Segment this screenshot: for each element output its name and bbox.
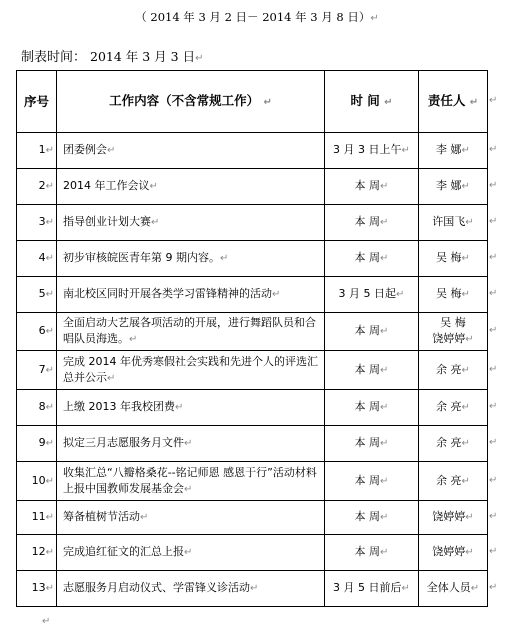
paragraph-mark-icon: ↵	[380, 475, 389, 487]
paragraph-mark-icon: ↵	[470, 583, 480, 594]
cell-time	[325, 571, 419, 607]
table-row	[17, 133, 488, 169]
paragraph-mark-icon: ↵	[380, 253, 389, 264]
cell-content	[57, 571, 325, 607]
cell-person-text: 李 娜	[436, 143, 462, 156]
paragraph-mark-icon: ↵	[149, 181, 158, 192]
cell-time	[325, 277, 419, 313]
paragraph-mark-icon: ↵	[380, 364, 389, 376]
cell-number	[17, 501, 57, 535]
paragraph-mark-icon: ↵	[380, 402, 389, 413]
cell-content	[57, 535, 325, 571]
table-row	[17, 241, 488, 277]
paragraph-mark-icon: ↵	[489, 546, 498, 557]
paragraph-mark-icon: ↵	[461, 253, 470, 264]
cell-content-text: 初步审核皖医青年第 9 期内容。	[63, 251, 220, 264]
cell-time-text: 本 周	[354, 362, 381, 376]
cell-time-text: 本 周	[354, 473, 381, 487]
cell-person	[419, 571, 488, 607]
cell-number	[17, 462, 57, 501]
date-range-heading	[0, 9, 514, 25]
cell-content-text: 全面启动大艺展各项活动的开展，进行舞蹈队员和合唱队员海选。	[63, 316, 316, 345]
cell-content-text: 志愿服务月启动仪式、学雷锋义诊活动	[63, 581, 250, 594]
paragraph-mark-icon: ↵	[45, 326, 54, 337]
cell-number	[17, 205, 57, 241]
cell-content-text: 2014 年工作会议	[63, 179, 150, 192]
paragraph-mark-icon: ↵	[489, 216, 498, 227]
cell-number-text: 12	[31, 545, 46, 558]
paragraph-mark-icon: ↵	[175, 402, 184, 413]
paragraph-mark-icon: ↵	[45, 438, 54, 449]
cell-person	[419, 133, 488, 169]
paragraph-mark-icon: ↵	[489, 511, 498, 522]
paragraph-mark-icon: ↵	[45, 475, 54, 487]
cell-time-text: 本 周	[354, 251, 381, 264]
cell-person	[419, 390, 488, 426]
cell-content	[57, 205, 325, 241]
paragraph-mark-icon: ↵	[380, 547, 389, 558]
cell-content	[57, 133, 325, 169]
paragraph-mark-icon: ↵	[250, 583, 259, 594]
cell-number-text: 7	[38, 362, 46, 376]
cell-content	[57, 277, 325, 313]
cell-person-text: 饶婷婷	[432, 545, 466, 558]
cell-number	[17, 133, 57, 169]
cell-time-text: 本 周	[354, 215, 381, 228]
paragraph-mark-icon: ↵	[370, 13, 379, 24]
header-content: 工作内容（不含常规工作） ↵	[57, 71, 325, 133]
cell-person	[419, 313, 488, 351]
cell-number-text: 5	[38, 287, 46, 300]
cell-number	[17, 313, 57, 351]
cell-person-text: 全体人员	[426, 581, 471, 594]
cell-time	[325, 501, 419, 535]
cell-time	[325, 390, 419, 426]
cell-number-text: 1	[38, 143, 46, 156]
cell-person	[419, 351, 488, 390]
paragraph-mark-icon: ↵	[461, 475, 470, 487]
cell-number-text: 6	[38, 324, 46, 337]
table-row	[17, 501, 488, 535]
cell-content-text: 上缴 2013 年我校团费	[63, 400, 175, 413]
schedule-table	[16, 70, 488, 607]
paragraph-mark-icon: ↵	[489, 582, 498, 593]
paragraph-mark-icon: ↵	[129, 334, 138, 345]
header-number: 序号	[17, 71, 57, 133]
paragraph-mark-icon: ↵	[184, 547, 193, 558]
paragraph-mark-icon: ↵	[45, 289, 54, 300]
paragraph-mark-icon: ↵	[465, 217, 474, 228]
cell-number	[17, 571, 57, 607]
paragraph-mark-icon: ↵	[465, 547, 474, 558]
cell-person-text: 许国飞	[432, 215, 466, 228]
cell-content	[57, 169, 325, 205]
cell-number	[17, 241, 57, 277]
paragraph-mark-icon: ↵	[489, 325, 498, 336]
table-row	[17, 535, 488, 571]
cell-number-text: 8	[38, 400, 46, 413]
paragraph-mark-icon: ↵	[42, 616, 51, 627]
paragraph-mark-icon: ↵	[465, 334, 474, 345]
paragraph-mark-icon: ↵	[465, 512, 474, 523]
paragraph-mark-icon: ↵	[380, 326, 389, 337]
paragraph-mark-icon: ↵	[461, 364, 470, 376]
cell-content	[57, 501, 325, 535]
cell-time	[325, 205, 419, 241]
cell-content	[57, 426, 325, 462]
cell-number	[17, 535, 57, 571]
cell-content-text: 团委例会	[63, 143, 107, 156]
cell-time-text: 本 周	[354, 436, 381, 449]
cell-number-text: 9	[38, 436, 46, 449]
made-time-line	[21, 46, 203, 65]
paragraph-mark-icon: ↵	[489, 401, 498, 412]
made-time-date: 2014 年 3 月 3 日	[86, 49, 196, 64]
paragraph-mark-icon: ↵	[380, 438, 389, 449]
cell-content-text: 筹备植树节活动	[63, 510, 140, 523]
cell-person	[419, 205, 488, 241]
table-row	[17, 169, 488, 205]
cell-content	[57, 313, 325, 351]
cell-time-text: 本 周	[354, 179, 381, 192]
cell-content-text: 南北校区同时开展各类学习雷锋精神的活动	[63, 287, 272, 300]
cell-time-text: 本 周	[354, 545, 381, 558]
cell-time-text: 3 月 5 日起	[338, 287, 397, 300]
cell-time-text: 本 周	[354, 400, 381, 413]
paragraph-mark-icon: ↵	[380, 512, 389, 523]
cell-person-text: 吴 梅 饶婷婷	[432, 316, 466, 345]
cell-number	[17, 277, 57, 313]
paragraph-mark-icon: ↵	[45, 217, 54, 228]
paragraph-mark-icon: ↵	[45, 145, 54, 156]
paragraph-mark-icon: ↵	[380, 181, 389, 192]
paragraph-mark-icon: ↵	[461, 145, 470, 156]
date-range-text: （ 2014 年 3 月 2 日－ 2014 年 3 月 8 日）	[135, 10, 371, 24]
cell-content-text: 完成追红征文的汇总上报	[63, 545, 184, 558]
paragraph-mark-icon: ↵	[489, 474, 498, 486]
cell-content	[57, 351, 325, 390]
paragraph-mark-icon: ↵	[396, 289, 405, 300]
cell-person	[419, 277, 488, 313]
paragraph-mark-icon: ↵	[461, 438, 470, 449]
cell-person	[419, 462, 488, 501]
table-row	[17, 571, 488, 607]
cell-time-text: 3 月 3 日上午	[333, 143, 402, 156]
paragraph-mark-icon: ↵	[401, 145, 410, 156]
table-header-row	[17, 71, 488, 133]
paragraph-mark-icon: ↵	[184, 483, 193, 495]
table-row	[17, 205, 488, 241]
cell-content	[57, 390, 325, 426]
cell-time	[325, 535, 419, 571]
cell-number	[17, 351, 57, 390]
paragraph-mark-icon: ↵	[489, 437, 498, 448]
paragraph-mark-icon: ↵	[461, 402, 470, 413]
cell-person-text: 余 亮	[436, 362, 462, 376]
table-row	[17, 426, 488, 462]
cell-time-text: 本 周	[354, 324, 381, 337]
cell-number-text: 13	[31, 581, 46, 594]
cell-time	[325, 313, 419, 351]
table-row	[17, 462, 488, 501]
cell-number	[17, 169, 57, 205]
cell-number	[17, 426, 57, 462]
cell-person-text: 余 亮	[436, 436, 462, 449]
cell-time-text: 3 月 5 日前后	[333, 581, 402, 594]
paragraph-mark-icon: ↵	[489, 95, 498, 106]
cell-number	[17, 390, 57, 426]
paragraph-mark-icon: ↵	[45, 583, 54, 594]
paragraph-mark-icon: ↵	[151, 217, 160, 228]
paragraph-mark-icon: ↵	[220, 253, 229, 264]
cell-person	[419, 535, 488, 571]
cell-number-text: 4	[38, 251, 46, 264]
paragraph-mark-icon: ↵	[489, 180, 498, 191]
paragraph-mark-icon: ↵	[45, 402, 54, 413]
cell-person	[419, 426, 488, 462]
cell-number-text: 2	[38, 179, 46, 192]
cell-time	[325, 133, 419, 169]
cell-content	[57, 462, 325, 501]
made-time-label: 制表时间：	[21, 50, 87, 65]
cell-person-text: 吴 梅	[436, 287, 462, 300]
paragraph-mark-icon: ↵	[489, 363, 498, 375]
paragraph-mark-icon: ↵	[489, 288, 498, 299]
cell-person-text: 余 亮	[436, 473, 462, 487]
paragraph-mark-icon: ↵	[401, 583, 410, 594]
paragraph-mark-icon: ↵	[45, 512, 54, 523]
paragraph-mark-icon: ↵	[461, 181, 470, 192]
paragraph-mark-icon: ↵	[107, 372, 116, 384]
cell-time	[325, 426, 419, 462]
header-time: 时 间 ↵	[325, 71, 419, 133]
table-row	[17, 277, 488, 313]
cell-person	[419, 169, 488, 205]
paragraph-mark-icon: ↵	[195, 53, 204, 64]
cell-content-text: 完成 2014 年优秀寒假社会实践和先进个人的评选汇总并公示	[63, 354, 318, 384]
paragraph-mark-icon: ↵	[489, 144, 498, 155]
paragraph-mark-icon: ↵	[45, 547, 54, 558]
cell-person-text: 李 娜	[436, 179, 462, 192]
cell-content-text: 指导创业计划大赛	[63, 215, 151, 228]
paragraph-mark-icon: ↵	[45, 364, 54, 376]
cell-person-text: 饶婷婷	[432, 510, 466, 523]
cell-time	[325, 351, 419, 390]
paragraph-mark-icon: ↵	[107, 145, 116, 156]
header-person: 责任人 ↵	[419, 71, 488, 133]
cell-person-text: 吴 梅	[436, 251, 462, 264]
cell-time	[325, 462, 419, 501]
paragraph-mark-icon: ↵	[272, 289, 281, 300]
table-row	[17, 313, 488, 351]
paragraph-mark-icon: ↵	[45, 181, 54, 192]
paragraph-mark-icon: ↵	[380, 217, 389, 228]
cell-person	[419, 241, 488, 277]
paragraph-mark-icon: ↵	[489, 252, 498, 263]
cell-person-text: 余 亮	[436, 400, 462, 413]
cell-content	[57, 241, 325, 277]
cell-number-text: 11	[31, 510, 46, 523]
paragraph-mark-icon: ↵	[461, 289, 470, 300]
cell-time-text: 本 周	[354, 510, 381, 523]
cell-time	[325, 241, 419, 277]
cell-content-text: 拟定三月志愿服务月文件	[63, 436, 184, 449]
paragraph-mark-icon: ↵	[140, 512, 149, 523]
table-row	[17, 351, 488, 390]
cell-person	[419, 501, 488, 535]
cell-number-text: 10	[31, 473, 46, 487]
paragraph-mark-icon: ↵	[45, 253, 54, 264]
table-row	[17, 390, 488, 426]
cell-time	[325, 169, 419, 205]
paragraph-mark-icon: ↵	[184, 438, 193, 449]
cell-number-text: 3	[38, 215, 46, 228]
cell-content-text: 收集汇总“八瓣格桑花--铭记师恩 感恩于行”活动材料上报中国教师发展基金会	[63, 465, 317, 495]
